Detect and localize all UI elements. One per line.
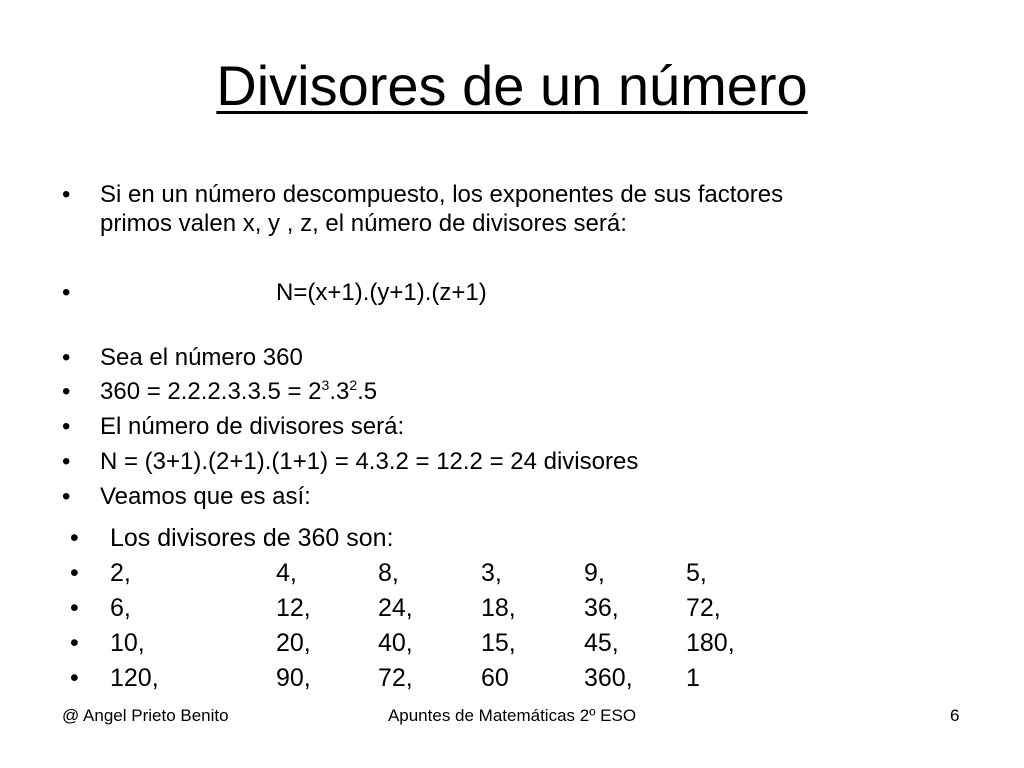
example-sea: Sea el número 360 <box>100 344 303 371</box>
slide-title <box>0 54 1024 117</box>
divisor-cell: 1 <box>686 664 700 692</box>
bullet-dot: • <box>62 378 71 405</box>
divisors-row <box>0 661 1024 695</box>
divisors-row <box>0 556 1024 590</box>
bullet-dot: • <box>62 344 71 371</box>
intro-line-2: primos valen x, y , z, el número de divisores será: <box>100 210 627 237</box>
divisor-cell: 24, <box>378 594 413 622</box>
footer-author: @ Angel Prieto Benito <box>62 706 229 725</box>
divisor-cell: 20, <box>276 629 311 657</box>
divisors-row <box>0 626 1024 660</box>
example-num-divisores: El número de divisores será: <box>100 413 405 440</box>
bullet-dot: • <box>70 594 79 622</box>
intro-line-1: Si en un número descompuesto, los exponentes de sus factores <box>100 181 784 208</box>
bullet-dot: • <box>62 279 71 306</box>
bullet-dot: • <box>70 629 79 657</box>
divisor-cell: 45, <box>584 629 619 657</box>
divisor-cell: 18, <box>481 594 516 622</box>
divisors-header: Los divisores de 360 son: <box>110 524 394 552</box>
bullet-dot: • <box>70 524 79 552</box>
footer-page-number: 6 <box>950 706 960 725</box>
example-veamos: Veamos que es así: <box>100 483 311 510</box>
divisor-cell: 90, <box>276 664 311 692</box>
decomp-exponent-2: 2 <box>349 377 358 393</box>
divisor-cell: 120, <box>110 664 159 692</box>
footer-course: Apuntes de Matemáticas 2º ESO <box>387 706 637 725</box>
divisors-header-row <box>0 521 1024 555</box>
bullet-dot: • <box>70 664 79 692</box>
divisor-cell: 3, <box>481 559 502 587</box>
slide-title-text: Divisores de un número <box>216 54 808 117</box>
bullet-dot: • <box>62 413 71 440</box>
decomp-mid: .3 <box>329 378 350 405</box>
divisor-cell: 40, <box>378 629 413 657</box>
divisor-cell: 36, <box>584 594 619 622</box>
example-decomposition <box>100 377 377 407</box>
divisor-cell: 180, <box>686 629 735 657</box>
bullet-dot: • <box>70 559 79 587</box>
decomp-suffix: .5 <box>357 378 378 405</box>
bullet-dot: • <box>62 181 71 208</box>
decomp-exponent-1: 3 <box>321 377 330 393</box>
divisor-cell: 360, <box>584 664 633 692</box>
example-calculation: N = (3+1).(2+1).(1+1) = 4.3.2 = 12.2 = 24 divisores <box>100 448 639 475</box>
divisors-row <box>0 591 1024 625</box>
bullet-dot: • <box>62 448 71 475</box>
divisor-cell: 10, <box>110 629 145 657</box>
divisor-cell: 15, <box>481 629 516 657</box>
divisor-cell: 9, <box>584 559 605 587</box>
formula: N=(x+1).(y+1).(z+1) <box>276 279 487 306</box>
divisor-cell: 2, <box>110 559 131 587</box>
divisor-cell: 8, <box>378 559 399 587</box>
decomp-prefix: 360 = 2.2.2.3.3.5 = 2 <box>100 378 322 405</box>
divisor-cell: 72, <box>686 594 721 622</box>
bullet-dot: • <box>62 483 71 510</box>
divisor-cell: 4, <box>276 559 297 587</box>
divisor-cell: 5, <box>686 559 707 587</box>
divisor-cell: 6, <box>110 594 131 622</box>
divisor-cell: 60 <box>481 664 509 692</box>
divisor-cell: 12, <box>276 594 311 622</box>
divisor-cell: 72, <box>378 664 413 692</box>
